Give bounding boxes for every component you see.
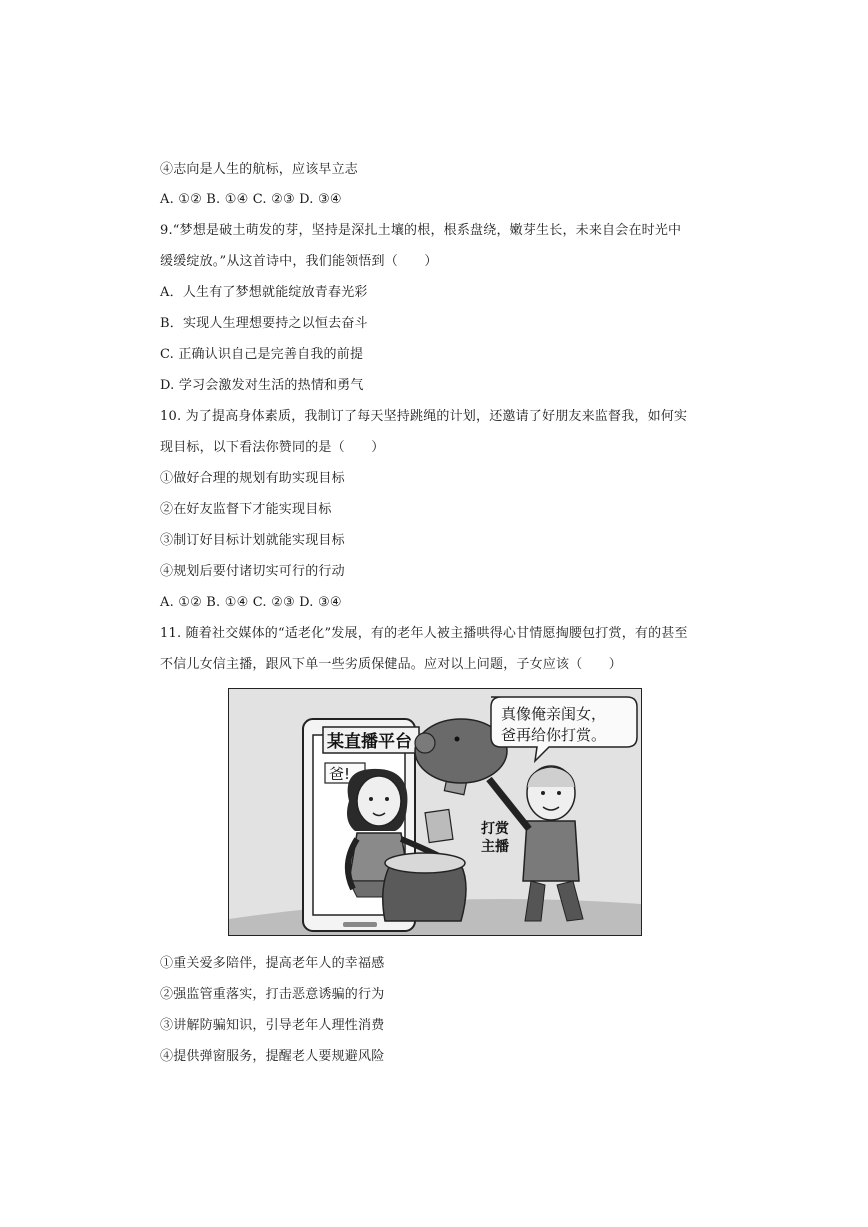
text-line: A. ①② B. ①④ C. ②③ D. ③④ [160, 595, 342, 610]
girl-text: 爸! [329, 765, 351, 783]
text-line: ③讲解防骗知识，引导老年人理性消费 [160, 1018, 385, 1033]
text-line: ④提供弹窗服务，提醒老人要规避风险 [160, 1049, 385, 1064]
text-line: ①做好合理的规划有助实现目标 [160, 471, 345, 486]
text-line: B．实现人生理想要持之以恒去奋斗 [160, 316, 368, 331]
text-line: 现目标，以下看法你赞同的是（ ） [160, 440, 385, 455]
cartoon-illustration [228, 688, 642, 936]
text-line: ④志向是人生的航标，应该早立志 [160, 162, 359, 177]
money-sack [383, 853, 466, 921]
label-2: 主播 [481, 839, 509, 855]
text-line: ④规划后要付诸切实可行的行动 [160, 564, 345, 579]
platform-sign [323, 727, 419, 753]
sign-text: 某直播平台 [327, 732, 412, 752]
text-line: 不信儿女信主播，跟风下单一些劣质保健品。应对以上问题，子女应该（ ） [160, 657, 623, 672]
text-line: ②在好友监督下才能实现目标 [160, 502, 332, 517]
text-line: 9.“梦想是破土萌发的芽，坚持是深扎土壤的根，根系盘绕，嫩芽生长，未来自会在时光中 [160, 223, 682, 238]
text-line: A. ①② B. ①④ C. ②③ D. ③④ [160, 192, 342, 207]
text-line: D. 学习会激发对生活的热情和勇气 [160, 378, 364, 393]
text-line: 缓缓绽放。”从这首诗中，我们能领悟到（ ） [160, 254, 438, 269]
text-line: 11. 随着社交媒体的“适老化”发展，有的老年人被主播哄得心甘情愿掏腰包打赏，有的甚至 [160, 626, 688, 641]
text-line: A．人生有了梦想就能绽放青春光彩 [160, 285, 368, 300]
text-line: 10. 为了提高身体素质，我制订了每天坚持跳绳的计划，还邀请了好朋友来监督我，如何实 [160, 409, 688, 424]
text-line: ①重关爱多陪伴，提高老年人的幸福感 [160, 956, 385, 971]
bubble-2: 爸再给你打赏。 [501, 726, 607, 744]
bubble-1: 真像俺亲闺女， [501, 705, 607, 723]
text-line: C. 正确认识自己是完善自我的前提 [160, 347, 364, 362]
text-line: ③制订好目标计划就能实现目标 [160, 533, 345, 548]
label-1: 打赏 [481, 821, 509, 837]
text-line: ②强监管重落实，打击恶意诱骗的行为 [160, 987, 385, 1002]
